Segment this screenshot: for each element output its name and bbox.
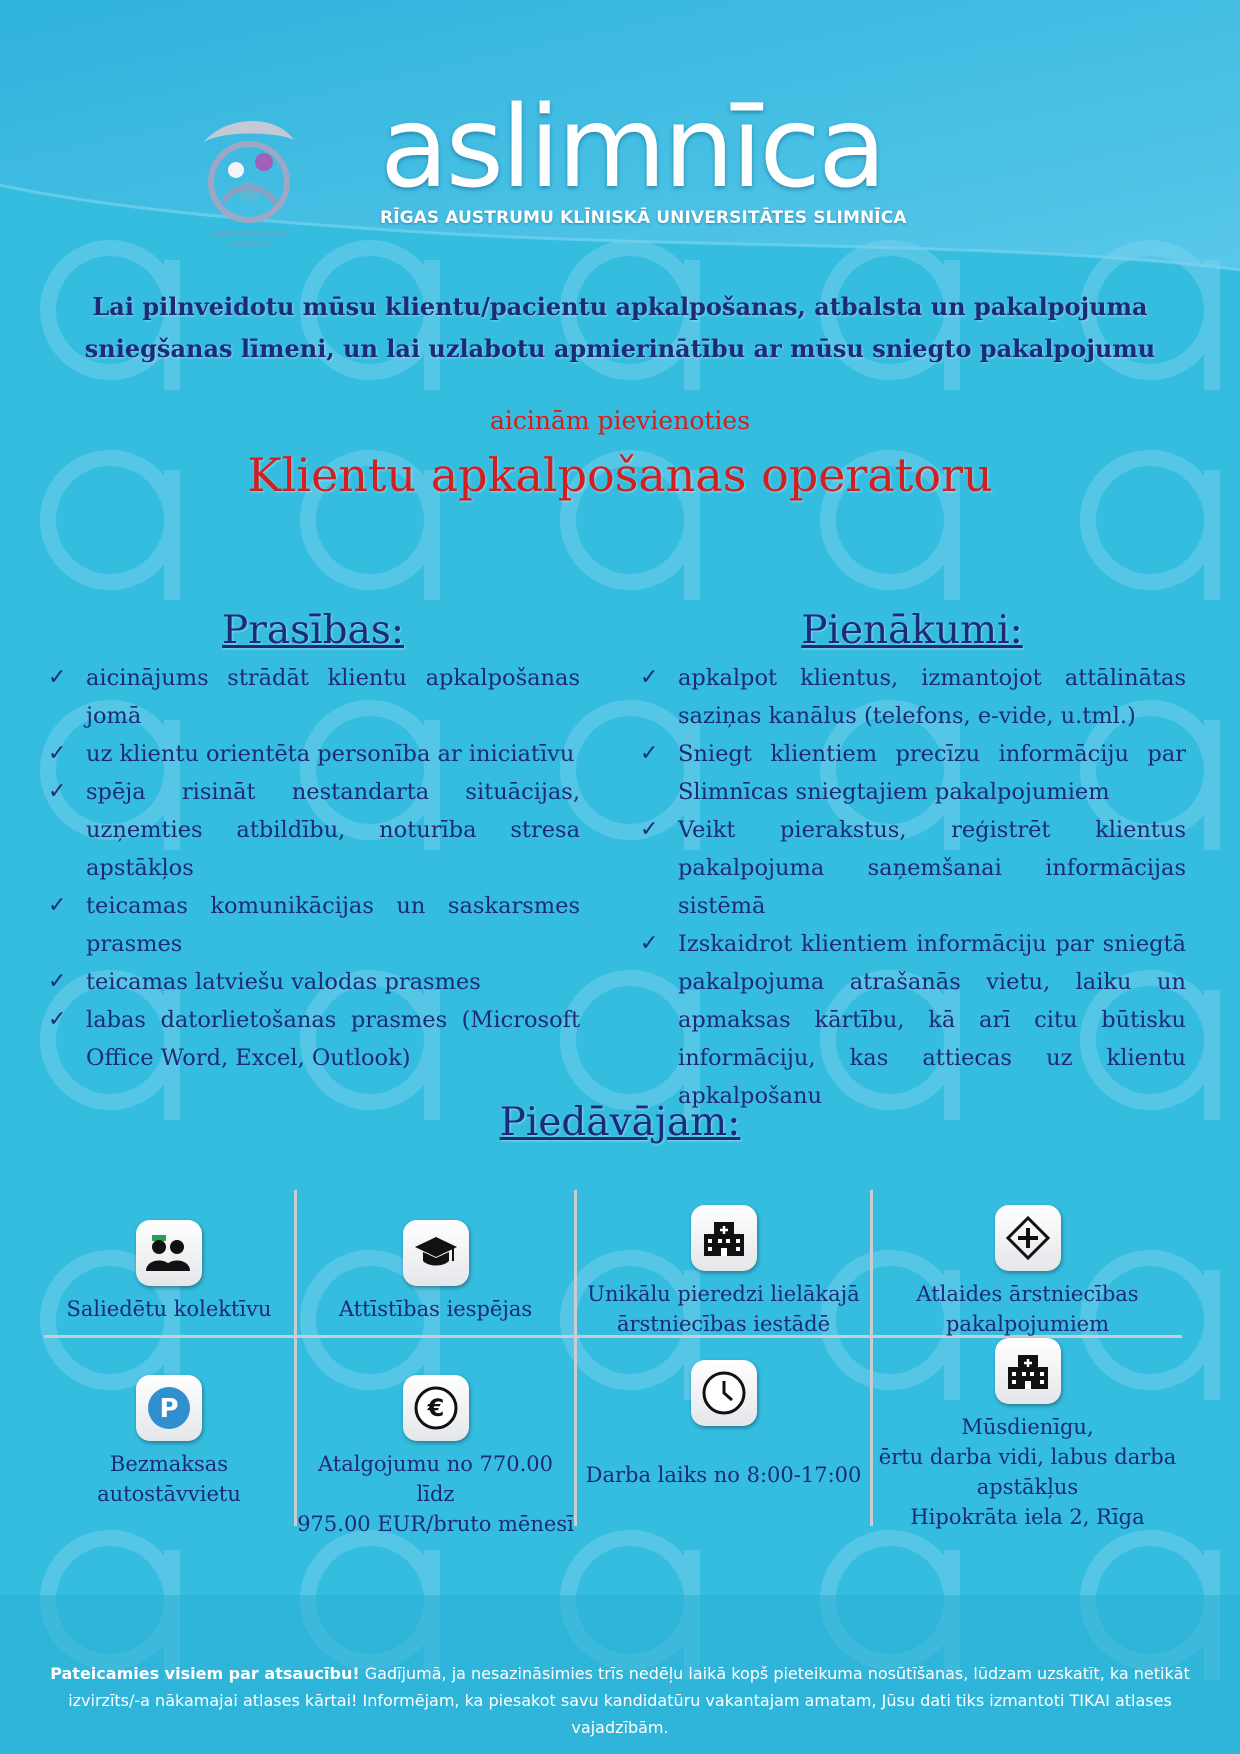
offer-cell: P Bezmaksas autostāvvietu	[44, 1375, 294, 1509]
offer-cell: Saliedētu kolektīvu	[44, 1220, 294, 1324]
list-item: ✓ Sniegt klientiem precīzu informāciju par Slimnīcas sniegtajiem pakalpojumiem	[638, 735, 1186, 811]
brand-subtitle: RĪGAS AUSTRUMU KLĪNISKĀ UNIVERSITĀTES SLIMNĪCA	[380, 208, 907, 228]
position-title: Klientu apkalpošanas operatoru	[247, 448, 993, 502]
check-icon: ✓	[640, 665, 659, 690]
list-item: ✓ teicamas komunikācijas un saskarsmes prasmes	[46, 887, 580, 963]
offers-title: Piedāvājam:	[499, 1100, 741, 1145]
parking-icon	[136, 1375, 202, 1441]
svg-text:P: P	[159, 1394, 179, 1424]
duties-list	[638, 659, 1186, 1115]
hospital-icon	[691, 1205, 757, 1271]
offer-cell: Attīstības iespējas	[297, 1220, 574, 1324]
list-item: ✓ uz klientu orientēta personība ar iniciatīvu	[46, 735, 580, 773]
family-friendly-emblem	[194, 112, 304, 254]
brand-logo	[380, 83, 907, 228]
svg-text:€: €	[427, 1394, 444, 1422]
requirements-list	[46, 659, 580, 1077]
team-icon	[136, 1220, 202, 1286]
requirements-section	[46, 608, 580, 1077]
offer-cell: Unikālu pieredzi lielākajā ārstniecības iestādē	[577, 1205, 870, 1339]
check-icon: ✓	[48, 1007, 67, 1032]
euro-icon	[403, 1375, 469, 1441]
intro-text	[80, 286, 1160, 370]
requirements-title: Prasības:	[222, 608, 404, 653]
list-item: ✓ aicinājums strādāt klientu apkalpošanas jomā	[46, 659, 580, 735]
medical-cross-icon	[995, 1205, 1061, 1271]
check-icon: ✓	[48, 665, 67, 690]
list-item: ✓ spēja risināt nestandarta situācijas, uzņemties atbildību, noturība stresa apstākļos	[46, 773, 580, 887]
intro-line-1: Lai pilnveidotu mūsu klientu/pacientu apkalpošanas, atbalsta un pakalpojuma	[92, 292, 1148, 321]
emblem-caption-2: DARBAVIETA	[227, 240, 271, 248]
emblem-caption-1: ĢIMENEI DRAUDZĪGA	[211, 230, 287, 238]
offer-cell: € Atalgojumu no 770.00 līdz 975.00 EUR/bruto mēnesī	[297, 1375, 574, 1539]
footer-bold: Pateicamies visiem par atsaucību!	[50, 1664, 360, 1683]
footer-text: Gadījumā, ja nesazināsimies trīs nedēļu laikā kopš pieteikuma nosūtīšanas, lūdzam uzskatīt, ka netikāt izvirzīts/-a nākamajai atlases kārtai! Informējam, ka piesakot savu kandidatūru vakantajam amatam, Jūsu dati tiks izmantoti TIKAI atlases vajadzībām.	[68, 1664, 1190, 1737]
clock-icon	[691, 1360, 757, 1426]
offer-cell: Atlaides ārstniecības pakalpojumiem	[873, 1205, 1182, 1339]
intro-line-2: sniegšanas līmeni, un lai uzlabotu apmierinātību ar mūsu sniegto pakalpojumu	[84, 334, 1156, 363]
brand-name: aslimnīca	[380, 83, 884, 213]
hospital-building-icon	[995, 1338, 1061, 1404]
list-item: ✓ Veikt pierakstus, reģistrēt klientus pakalpojuma saņemšanai informācijas sistēmā	[638, 811, 1186, 925]
check-icon: ✓	[48, 893, 67, 918]
invite-text: aicinām pievienoties	[489, 406, 751, 435]
check-icon: ✓	[640, 817, 659, 842]
check-icon: ✓	[48, 969, 67, 994]
check-icon: ✓	[640, 741, 659, 766]
check-icon: ✓	[48, 779, 67, 804]
offer-cell: Darba laiks no 8:00-17:00	[577, 1360, 870, 1490]
list-item: ✓ apkalpot klientus, izmantojot attālinātas saziņas kanālus (telefons, e-vide, u.tml.)	[638, 659, 1186, 735]
duties-title: Pienākumi:	[801, 608, 1023, 653]
list-item: ✓ Izskaidrot klientiem informāciju par sniegtā pakalpojuma atrašanās vietu, laiku un apmaksas kārtību, kā arī citu būtisku informāciju, kas attiecas uz klientu apkalpošanu	[638, 925, 1186, 1115]
check-icon: ✓	[48, 741, 67, 766]
footer-notice	[40, 1660, 1200, 1741]
check-icon: ✓	[640, 931, 659, 956]
graduation-cap-icon	[403, 1220, 469, 1286]
list-item: ✓ labas datorlietošanas prasmes (Microsoft Office Word, Excel, Outlook)	[46, 1001, 580, 1077]
duties-section	[638, 608, 1186, 1115]
list-item: ✓ teicamas latviešu valodas prasmes	[46, 963, 580, 1001]
offer-cell: Mūsdienīgu, ērtu darba vidi, labus darba apstākļus Hipokrāta iela 2, Rīga	[873, 1338, 1182, 1532]
